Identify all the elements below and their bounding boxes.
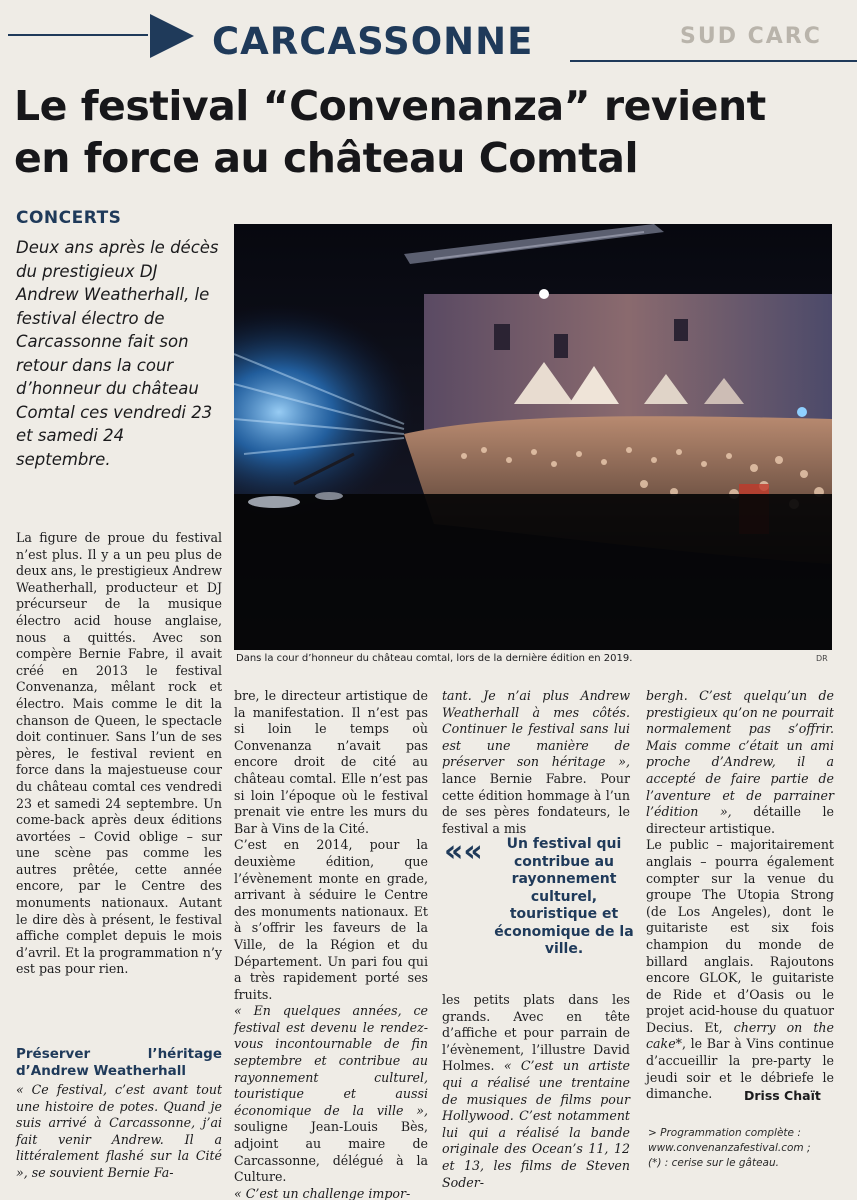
double-chevron-icon: ««	[444, 834, 483, 869]
column-1-end	[16, 1046, 222, 1182]
section-title: CARCASSONNE	[212, 20, 534, 63]
concert-crowd-image	[234, 224, 832, 650]
quote-text: « C’est un artiste qui a réalisé une trentaine de musiques de films pour Hollywood. C’est notamment lui qui a réalisé la bande originale des Ocean’s 11, 12 et 13, les films de Steven Soder-	[442, 1058, 630, 1190]
quote-text: « En quelques années, ce festival est devenu le rendez-vous incontournable de fin septembre et contribue au rayonnement culturel, touristique et aussi économique de la ville »,	[234, 1003, 428, 1118]
paragraph	[442, 688, 630, 837]
quote-text: tant. Je n’ai plus Andrew Weatherhall à mes côtés. Continuer le festival sans lui est une manière de préserver son héritage »,	[442, 688, 630, 770]
text-run: , le Bar à Vins continue d’accueillir la pre-party le jeudi soir et le débriefe le dimanche.	[646, 1036, 834, 1102]
play-triangle-icon	[150, 14, 194, 58]
article-kicker: CONCERTS	[16, 208, 122, 228]
column-2	[234, 688, 428, 1200]
quote-attribution: détaille le directeur artistique.	[646, 804, 834, 836]
info-box	[648, 1126, 848, 1171]
column-1	[16, 530, 222, 978]
article-headline: Le festival “Convenanza” revient en force au château Comtal	[14, 82, 766, 182]
text-run: Le public – majoritairement anglais – pourra également compter sur la venue du groupe The Utopia Strong (de Los Angeles), dont le guitariste est six fois champion du monde de billard anglais. Rajoutons encore GLOK, le guitariste de Ride et d’Oasis ou le projet acid-house du quatuor Decius. Et,	[646, 837, 834, 1035]
article-lead: Deux ans après le décès du prestigieux DJ Andrew Weatherhall, le festival électro de Carcassonne fait son retour dans la cour d’honneur du château Comtal ces vendredi 23 et samedi 24 septembre.	[16, 238, 219, 469]
section-rubric	[0, 0, 857, 78]
column-3-bottom	[442, 992, 630, 1191]
rubric-rule-left	[8, 34, 148, 36]
quote-attribution: souligne Jean-Louis Bès, adjoint au maire de Carcassonne, délégué à la Culture.	[234, 1119, 428, 1185]
text-run: les petits plats dans les grands. Avec en tête d’affiche et pour parrain de l’évènement, l’illustre David Holmes.	[442, 992, 630, 1074]
paragraph	[234, 1003, 428, 1186]
paragraph: « Ce festival, c’est avant tout une histoire de potes. Quand je suis arrivé à Carcassonne, j’ai fait venir Andrew. Il a littéralement flashé sur la Cité », se souvient Bernie Fa-	[16, 1082, 222, 1180]
quote-attribution: lance Bernie Fabre. Pour cette édition hommage à l’un de ses pères fondateurs, le festival a mis	[442, 770, 630, 836]
paragraph: bre, le directeur artistique de la manifestation. Il n’est pas si loin le temps où Convenanza n’avait pas encore droit de cité au château comtal. Elle n’est pas si loin l’époque où le festival prenait vie entre les murs du Bar à Vins de la Cité.	[234, 688, 428, 836]
paragraph	[646, 688, 834, 837]
photo-credit: DR	[816, 654, 828, 663]
info-line: > Programmation complète : www.convenanzafestival.com ;	[648, 1127, 811, 1154]
paragraph	[646, 837, 834, 1103]
paragraph: « C’est un challenge impor-	[234, 1185, 411, 1200]
author-signature: Driss Chaït	[744, 1088, 821, 1103]
info-line: (*) : cerise sur le gâteau.	[648, 1157, 779, 1169]
subheading: Préserver l’héritage d’Andrew Weatherhall	[16, 1046, 222, 1079]
rubric-rule-right	[570, 60, 857, 62]
paragraph: C’est en 2014, pour la deuxième édition, que l’évènement monte en grade, arrivant à séduire le Centre des monuments nationaux. Et à s’offrir les faveurs de la Ville, de la Région et du Département. Un pari fou qui a très rapidement porté ses fruits.	[234, 837, 428, 1002]
pull-quote: Un festival qui contribue au rayonnement culturel, touristique et économique de la ville.	[494, 836, 634, 957]
concert-photo	[234, 224, 832, 650]
paragraph	[442, 992, 630, 1191]
column-4	[646, 688, 834, 1103]
text-run-italic: cherry on the cake*	[646, 1019, 834, 1052]
paragraph: La figure de proue du festival n’est plus. Il y a un peu plus de deux ans, le prestigieux Andrew Weatherhall, producteur et DJ précurseur de la musique électro acid house anglaise, nous a quittés. Avec son compère Bernie Fabre, il avait créé en 2013 le festival Convenanza, mêlant rock et électro. Mais comme le dit la chanson de Queen, le spectacle doit continuer. Sans l’un de ses pères, le festival revient en force dans la majestueuse cour du château comtal ces vendredi 23 et samedi 24 septembre. Un come-back après deux éditions avortées – Covid oblige – sur une scène pas comme les autres prêtée, cette année encore, par le Centre des monuments nationaux. Autant le dire dès à présent, le festival affiche complet depuis le mois d’avril. Et la programmation n’y est pas pour rien.	[16, 530, 222, 977]
quote-text: bergh. C’est quelqu’un de prestigieux qu’on ne pourrait normalement pas s’offrir. Mais comme c’était un ami proche d’Andrew, il a accepté de faire partie de l’aventure et de parrainer l’édition »,	[646, 688, 834, 820]
photo-caption: Dans la cour d’honneur du château comtal, lors de la dernière édition en 2019.	[236, 653, 633, 664]
column-3-top	[442, 688, 630, 837]
adjacent-page-bleed: SUD CARC	[680, 24, 822, 49]
